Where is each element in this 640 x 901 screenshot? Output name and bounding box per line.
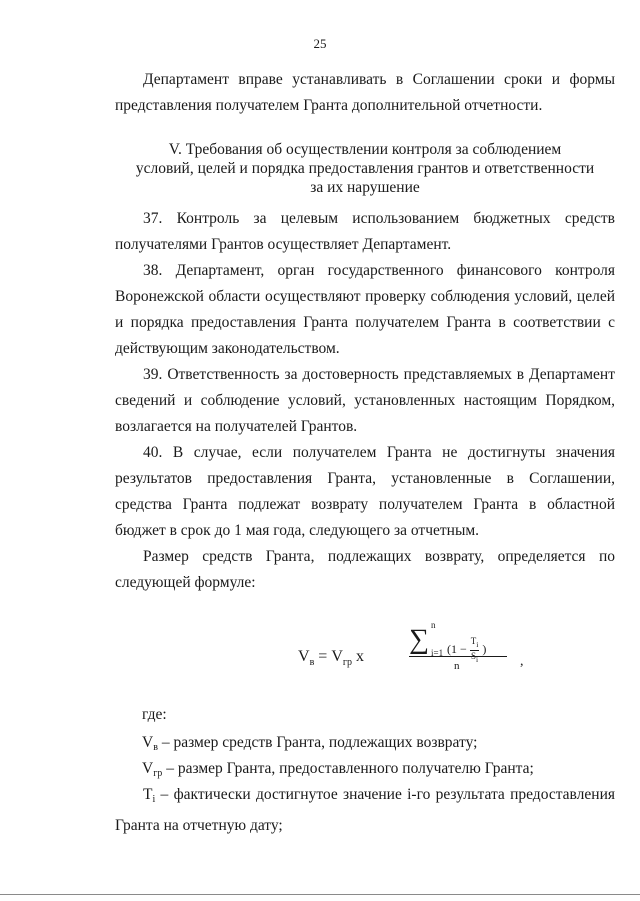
- where-label: где:: [142, 706, 167, 723]
- ratio-t-s: $\frac{T_i}{S_i}$: [470, 636, 479, 664]
- page-bottom-rule: [0, 894, 640, 895]
- formula-denominator: n: [454, 660, 460, 672]
- sigma-lower: i=1: [431, 648, 444, 658]
- section-heading: [115, 140, 615, 197]
- formula-parenthesis: (1 − $\frac{T_i}{S_i}$ ): [447, 636, 487, 664]
- section-heading-line: условий, целей и порядка предоставления грантов и ответственности: [135, 160, 595, 177]
- paragraph-37: 37. Контроль за целевым использованием бюджетных средств получателями Грантов осуществляет Департамент.: [115, 210, 615, 253]
- intro-paragraph: Департамент вправе устанавливать в Соглашении сроки и формы представления получателем Гранта дополнительной отчетности.: [115, 71, 615, 114]
- paragraph-38: 38. Департамент, орган государственного финансового контроля Воронежской области осуществляют проверку соблюдения условий, целей и порядка предоставления Гранта получателем Гранта в соответствии с действующим законодательством.: [115, 262, 615, 357]
- refund-formula: [298, 618, 524, 688]
- formula-comma: ,: [520, 654, 524, 669]
- section-heading-line: за их нарушение: [310, 179, 420, 196]
- sigma-upper: n: [431, 620, 436, 630]
- paragraph-40: 40. В случае, если получателем Гранта не достигнуты значения результатов предоставления Гранта, установленные в Соглашении, средства Гранта подлежат возврату получателем Гранта в областной бюджет в срок до 1 мая года, следующего за отчетным.: [115, 444, 615, 539]
- section-heading-line: V. Требования об осуществлении контроля за соблюдением: [168, 141, 562, 158]
- formula-lhs: $V_в = V_{гр}$ x: [298, 648, 364, 668]
- fraction-line: [409, 656, 507, 657]
- definition-vgr: $V_{гр}$ – размер Гранта, предоставленного получателю Гранта;: [142, 760, 534, 779]
- paragraph-39: 39. Ответственность за достоверность представляемых в Департамент сведений и соблюдение условий, установленных настоящим Порядком, возлагается на получателей Грантов.: [115, 366, 615, 435]
- definition-ti: $T_i$ – фактически достигнутое значение i-го результата предоставления Гранта на отчетную дату;: [115, 786, 615, 834]
- sigma-symbol: ∑: [409, 624, 429, 655]
- formula-intro: Размер средств Гранта, подлежащих возврату, определяется по следующей формуле:: [115, 548, 615, 591]
- formula-fraction: [409, 618, 509, 688]
- page-number: 25: [313, 36, 327, 51]
- definition-vv: $V_в$ – размер средств Гранта, подлежащих возврату;: [142, 734, 478, 753]
